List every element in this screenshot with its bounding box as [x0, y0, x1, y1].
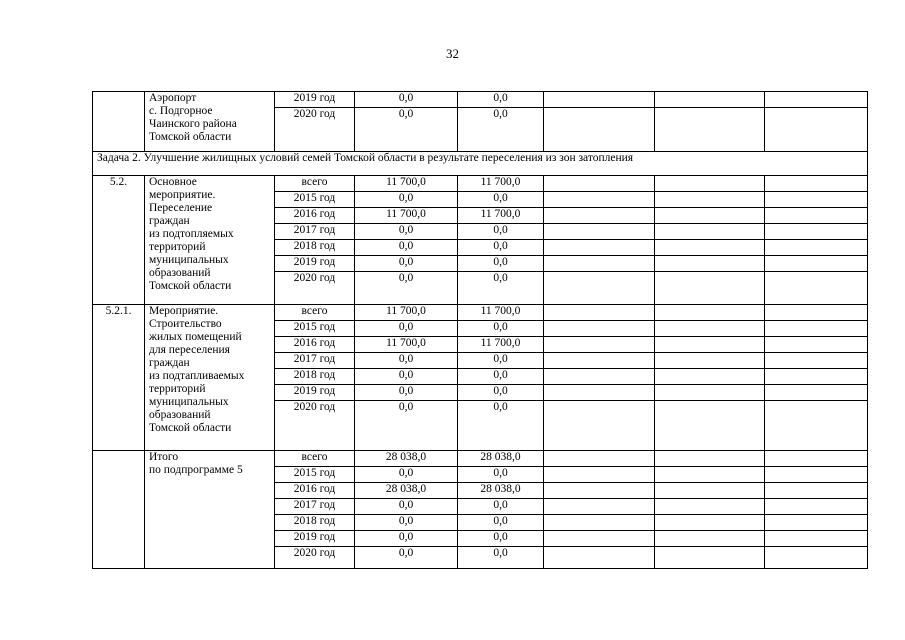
empty-cell	[655, 499, 765, 515]
year-cell: 2019 год	[275, 92, 355, 108]
empty-cell	[544, 515, 655, 531]
value-cell: 28 038,0	[355, 483, 458, 499]
empty-cell	[765, 240, 868, 256]
empty-cell	[655, 547, 765, 569]
empty-cell	[655, 531, 765, 547]
year-cell: 2018 год	[275, 515, 355, 531]
value-cell: 0,0	[355, 385, 458, 401]
task-row	[93, 152, 868, 176]
empty-cell	[765, 176, 868, 192]
year-cell: 2020 год	[275, 272, 355, 305]
value-cell: 0,0	[458, 192, 544, 208]
empty-cell	[544, 305, 655, 321]
empty-cell	[655, 208, 765, 224]
empty-cell	[765, 467, 868, 483]
year-cell: 2019 год	[275, 531, 355, 547]
value-cell: 0,0	[355, 240, 458, 256]
empty-cell	[765, 208, 868, 224]
empty-cell	[655, 451, 765, 467]
value-cell: 0,0	[355, 369, 458, 385]
empty-cell	[544, 92, 655, 108]
empty-cell	[544, 467, 655, 483]
empty-cell	[544, 240, 655, 256]
empty-cell	[655, 256, 765, 272]
empty-cell	[544, 369, 655, 385]
empty-cell	[655, 401, 765, 451]
airport-name: Аэропорт с. Подгорное Чаинского района Томской области	[149, 92, 237, 143]
value-cell: 0,0	[355, 499, 458, 515]
subprogram-budget-table	[92, 91, 868, 569]
empty-cell	[544, 531, 655, 547]
empty-cell	[655, 240, 765, 256]
empty-cell	[655, 108, 765, 152]
value-cell: 0,0	[355, 401, 458, 451]
empty-cell	[655, 272, 765, 305]
value-cell: 0,0	[355, 192, 458, 208]
row-name-cell	[145, 305, 275, 451]
empty-cell	[765, 483, 868, 499]
value-cell: 11 700,0	[458, 305, 544, 321]
value-cell: 0,0	[458, 547, 544, 569]
empty-cell	[544, 401, 655, 451]
empty-cell	[544, 483, 655, 499]
year-cell: 2016 год	[275, 337, 355, 353]
empty-cell	[765, 92, 868, 108]
empty-cell	[544, 547, 655, 569]
year-cell: 2016 год	[275, 208, 355, 224]
row-code-cell	[93, 92, 145, 152]
value-cell: 0,0	[355, 108, 458, 152]
row-name-cell	[145, 451, 275, 569]
empty-cell	[544, 108, 655, 152]
year-cell: 2020 год	[275, 108, 355, 152]
value-cell: 0,0	[458, 272, 544, 305]
empty-cell	[655, 224, 765, 240]
year-cell: 2015 год	[275, 321, 355, 337]
table-row	[93, 451, 868, 467]
year-cell: 2020 год	[275, 401, 355, 451]
value-cell: 28 038,0	[458, 451, 544, 467]
empty-cell	[765, 385, 868, 401]
year-cell: 2017 год	[275, 499, 355, 515]
empty-cell	[655, 369, 765, 385]
value-cell: 0,0	[355, 531, 458, 547]
year-cell: 2017 год	[275, 224, 355, 240]
value-cell: 0,0	[458, 385, 544, 401]
empty-cell	[765, 531, 868, 547]
value-cell: 0,0	[458, 499, 544, 515]
row-name-cell	[145, 92, 275, 152]
empty-cell	[765, 192, 868, 208]
empty-cell	[765, 224, 868, 240]
empty-cell	[765, 515, 868, 531]
empty-cell	[655, 353, 765, 369]
measure-name: Основное мероприятие. Переселение граждан из подтопляемых территорий муниципальных образований Томской области	[149, 176, 234, 292]
empty-cell	[655, 467, 765, 483]
value-cell: 0,0	[355, 272, 458, 305]
value-cell: 0,0	[355, 321, 458, 337]
value-cell: 0,0	[458, 467, 544, 483]
year-cell: всего	[275, 451, 355, 467]
empty-cell	[655, 385, 765, 401]
table-row	[93, 92, 868, 108]
empty-cell	[765, 353, 868, 369]
empty-cell	[765, 321, 868, 337]
value-cell: 0,0	[355, 353, 458, 369]
value-cell: 28 038,0	[355, 451, 458, 467]
year-cell: 2018 год	[275, 240, 355, 256]
page-number: 32	[446, 46, 459, 61]
empty-cell	[655, 176, 765, 192]
value-cell: 0,0	[458, 108, 544, 152]
value-cell: 0,0	[458, 353, 544, 369]
empty-cell	[655, 483, 765, 499]
value-cell: 0,0	[458, 401, 544, 451]
empty-cell	[765, 108, 868, 152]
year-cell: 2016 год	[275, 483, 355, 499]
value-cell: 0,0	[355, 547, 458, 569]
empty-cell	[765, 256, 868, 272]
value-cell: 0,0	[355, 256, 458, 272]
value-cell: 0,0	[458, 92, 544, 108]
empty-cell	[655, 515, 765, 531]
row-code-cell	[93, 451, 145, 569]
value-cell: 0,0	[355, 467, 458, 483]
empty-cell	[544, 321, 655, 337]
value-cell: 11 700,0	[458, 337, 544, 353]
value-cell: 11 700,0	[458, 208, 544, 224]
empty-cell	[544, 337, 655, 353]
empty-cell	[544, 353, 655, 369]
row-name-cell	[145, 176, 275, 305]
empty-cell	[765, 547, 868, 569]
empty-cell	[544, 224, 655, 240]
year-cell: 2015 год	[275, 192, 355, 208]
measure-name: Мероприятие. Строительство жилых помещений для переселения граждан из подтапливаемых территорий муниципальных образований Томской области	[149, 305, 245, 434]
value-cell: 0,0	[458, 256, 544, 272]
year-cell: всего	[275, 305, 355, 321]
value-cell: 11 700,0	[355, 208, 458, 224]
empty-cell	[765, 337, 868, 353]
empty-cell	[544, 192, 655, 208]
empty-cell	[765, 369, 868, 385]
empty-cell	[765, 401, 868, 451]
empty-cell	[544, 176, 655, 192]
empty-cell	[765, 272, 868, 305]
total-name: Итого по подпрограмме 5	[149, 451, 243, 476]
value-cell: 0,0	[458, 240, 544, 256]
value-cell: 11 700,0	[458, 176, 544, 192]
value-cell: 0,0	[458, 321, 544, 337]
year-cell: 2017 год	[275, 353, 355, 369]
value-cell: 0,0	[458, 224, 544, 240]
empty-cell	[655, 92, 765, 108]
empty-cell	[655, 305, 765, 321]
value-cell: 0,0	[355, 92, 458, 108]
value-cell: 0,0	[355, 515, 458, 531]
year-cell: 2015 год	[275, 467, 355, 483]
empty-cell	[655, 321, 765, 337]
empty-cell	[544, 451, 655, 467]
year-cell: 2019 год	[275, 256, 355, 272]
empty-cell	[544, 385, 655, 401]
empty-cell	[544, 256, 655, 272]
value-cell: 28 038,0	[458, 483, 544, 499]
table-row	[93, 176, 868, 192]
value-cell: 11 700,0	[355, 176, 458, 192]
row-code-cell: 5.2.1.	[93, 305, 145, 451]
value-cell: 11 700,0	[355, 305, 458, 321]
value-cell: 0,0	[458, 369, 544, 385]
year-cell: 2019 год	[275, 385, 355, 401]
value-cell: 11 700,0	[355, 337, 458, 353]
empty-cell	[544, 499, 655, 515]
table-row	[93, 305, 868, 321]
empty-cell	[544, 208, 655, 224]
empty-cell	[544, 272, 655, 305]
year-cell: всего	[275, 176, 355, 192]
empty-cell	[765, 451, 868, 467]
empty-cell	[655, 192, 765, 208]
empty-cell	[765, 305, 868, 321]
year-cell: 2020 год	[275, 547, 355, 569]
value-cell: 0,0	[458, 515, 544, 531]
task-heading: Задача 2. Улучшение жилищных условий семей Томской области в результате переселения из зон затопления	[93, 152, 868, 176]
year-cell: 2018 год	[275, 369, 355, 385]
value-cell: 0,0	[355, 224, 458, 240]
empty-cell	[765, 499, 868, 515]
empty-cell	[655, 337, 765, 353]
row-code-cell: 5.2.	[93, 176, 145, 305]
value-cell: 0,0	[458, 531, 544, 547]
